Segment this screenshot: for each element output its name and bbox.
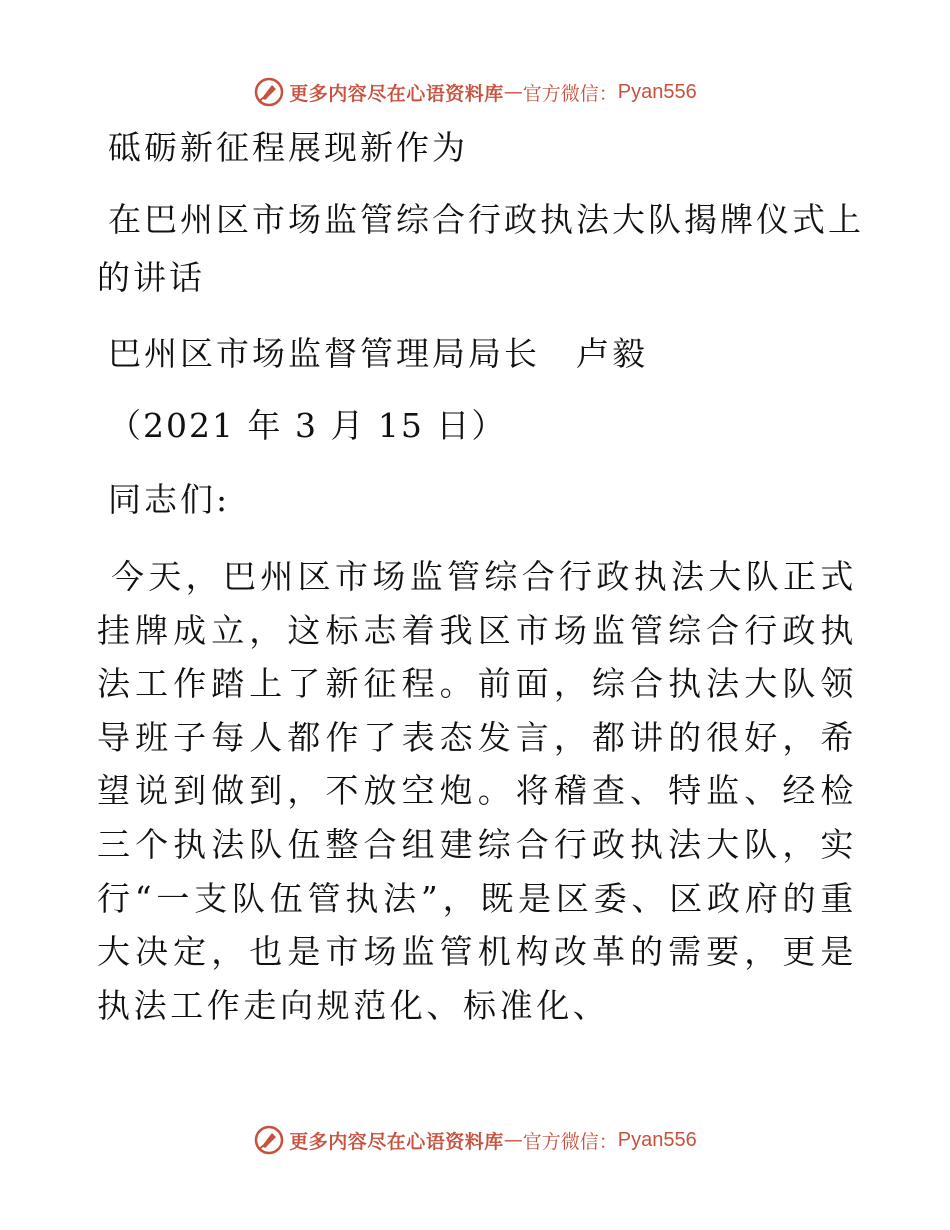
watermark-wechat-id: Pyan556 (617, 80, 697, 103)
watermark-text: 更多内容尽在心语资料库 (289, 82, 504, 105)
pen-nib-logo-icon (253, 1124, 285, 1156)
watermark-dash: — (503, 1129, 523, 1151)
speaker-line: 巴州区市场监督管理局局长 卢毅 (108, 334, 648, 373)
header-watermark (0, 72, 950, 112)
watermark-wechat-label: 官方微信： (522, 82, 618, 105)
speech-date: （2021 年 3 月 15 日） (108, 406, 507, 445)
document-title: 砥砺新征程展现新作为 (108, 128, 468, 167)
watermark-wechat-id: Pyan556 (617, 1128, 697, 1151)
document-subtitle-line-2: 的讲话 (97, 258, 205, 297)
pen-nib-logo-icon (253, 76, 285, 108)
body-paragraph: 今天，巴州区市场监管综合行政执法大队正式挂牌成立，这标志着我区市场监管综合行政执法工作踏上了新征程。前面，综合执法大队领导班子每人都作了表态发言，都讲的很好，希望说到做到，不放空炮。将稽查、特监、经检三个执法队伍整合组建综合行政执法大队，实行“一支队伍管执法”，既是区委、区政府的重大决定，也是市场监管机构改革的需要，更是执法工作走向规范化、标准化、 (97, 557, 857, 1025)
watermark-text: 更多内容尽在心语资料库 (289, 1130, 504, 1153)
document-subtitle-line-1: 在巴州区市场监管综合行政执法大队揭牌仪式上 (108, 200, 864, 239)
watermark-dash: — (503, 81, 523, 103)
watermark-wechat-label: 官方微信： (522, 1130, 618, 1153)
footer-watermark (0, 1120, 950, 1160)
salutation: 同志们: (108, 480, 231, 519)
